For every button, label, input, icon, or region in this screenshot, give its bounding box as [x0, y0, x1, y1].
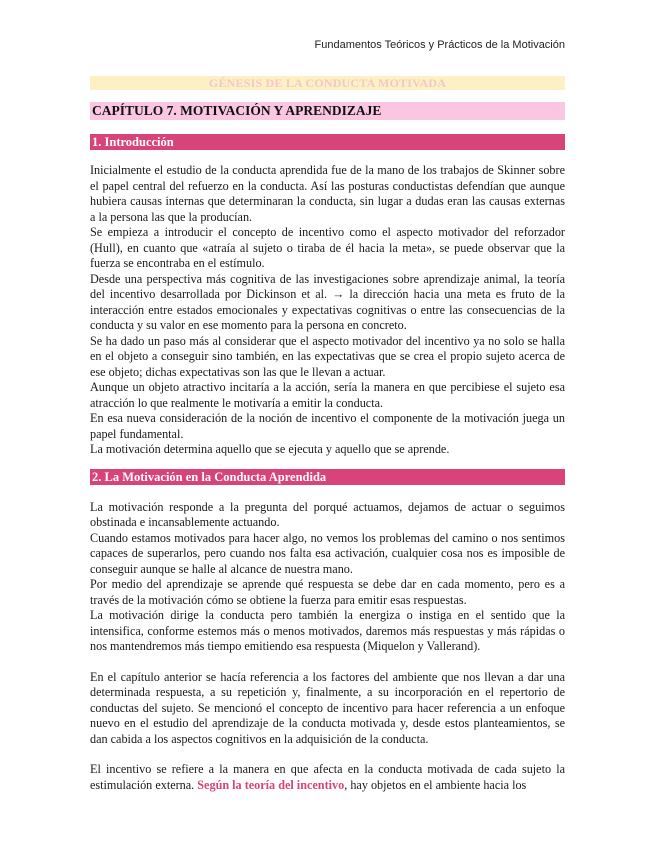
section-body-motivacion-conducta: [90, 500, 565, 794]
paragraph: La motivación responde a la pregunta del porqué actuamos, dejamos de actuar o seguimos obstinada e incansablemente actuando.: [90, 499, 565, 529]
section-body-introduccion: [90, 163, 565, 458]
highlighted-phrase: Según la teoría del incentivo: [197, 777, 345, 792]
paragraph: En esa nueva consideración de la noción de incentivo el componente de la motivación juega un papel fundamental.: [90, 411, 565, 441]
paragraph: En el capítulo anterior se hacía referencia a los factores del ambiente que nos llevan a dar una determinada respuesta, a su repetición y, finalmente, a su incorporación en el repertorio de conductas del sujeto. Se mencionó el concepto de incentivo para hacer referencia a un enfoque nuevo en el estudio del aprendizaje de la conducta motivada y, desde estos planteamientos, se dan cabida a los aspectos cognitivos en la adquisición de la conducta.: [90, 669, 565, 746]
paragraph: Cuando estamos motivados para hacer algo, no vemos los problemas del camino o nos sentimos capaces de superarlos, pero cuando nos falta esa activación, cualquier cosa nos es imposible de conseguir aunque se halle al alcance de nuestra mano.: [90, 530, 565, 576]
paragraph: Inicialmente el estudio de la conducta aprendida fue de la mano de los trabajos de Skinner sobre el papel central del refuerzo en la conducta. Así las posturas conductistas defendían que aunque hubiera causas internas que determinaran la conducta, sin lugar a dudas eran las causas externas a la persona las que la producían.: [90, 163, 565, 224]
section-heading-motivacion-conducta: 2. La Motivación en la Conducta Aprendida: [90, 469, 565, 485]
paragraph: La motivación dirige la conducta pero también la energiza o instiga en el sentido que la intensifica, conforme estemos más o menos motivados, daremos más respuestas y más rápidas o nos mantendremos más tiempo emitiendo esa respuesta (Miquelon y Vallerand).: [90, 608, 565, 653]
part-title: GÉNESIS DE LA CONDUCTA MOTIVADA: [90, 76, 565, 90]
chapter-title: CAPÍTULO 7. MOTIVACIÓN Y APRENDIZAJE: [90, 102, 565, 120]
paragraph: Por medio del aprendizaje se aprende qué respuesta se debe dar en cada momento, pero es a través de la motivación cómo se obtiene la fuerza para emitir esas respuestas.: [90, 577, 565, 607]
paragraph: Se ha dado un paso más al considerar que el aspecto motivador del incentivo ya no solo se halla en el objeto a conseguir sino también, en las expectativas que se crea el propio sujeto acerca de ese objeto; dichas expectativas son las que le llevan a actuar.: [90, 333, 565, 379]
paragraph-text: El incentivo se refiere a la manera en que afecta en la conducta motivada de cada sujeto la estimulación externa.: [90, 762, 565, 792]
running-header: Fundamentos Teóricos y Prácticos de la Motivación: [314, 39, 565, 51]
paragraph-text: , hay objetos en el ambiente hacia los: [344, 777, 527, 792]
paragraph: Se empieza a introducir el concepto de incentivo como el aspecto motivador del reforzador (Hull), en cuanto que «atraía al sujeto o tiraba de él hacia la meta», se puede observar que la fuerza se encontraba en el estímulo.: [90, 225, 565, 270]
paragraph: La motivación determina aquello que se ejecuta y aquello que se aprende.: [90, 442, 450, 456]
paragraph: Desde una perspectiva más cognitiva de las investigaciones sobre aprendizaje animal, la teoría del incentivo desarrollada por Dickinson et al. → la dirección hacia una meta es fruto de la interacción entre estados emocionales y expectativas cognitivas o entre las consecuencias de la conducta y su valor en ese momento para la persona en concreto.: [90, 271, 565, 332]
paragraph: Aunque un objeto atractivo incitaría a la acción, sería la manera en que percibiese el sujeto esa atracción lo que realmente le motivaría a emitir la conducta.: [90, 380, 565, 410]
paragraph-with-highlight: [90, 762, 565, 793]
section-heading-introduccion: 1. Introducción: [90, 134, 565, 150]
document-body: [90, 76, 565, 793]
